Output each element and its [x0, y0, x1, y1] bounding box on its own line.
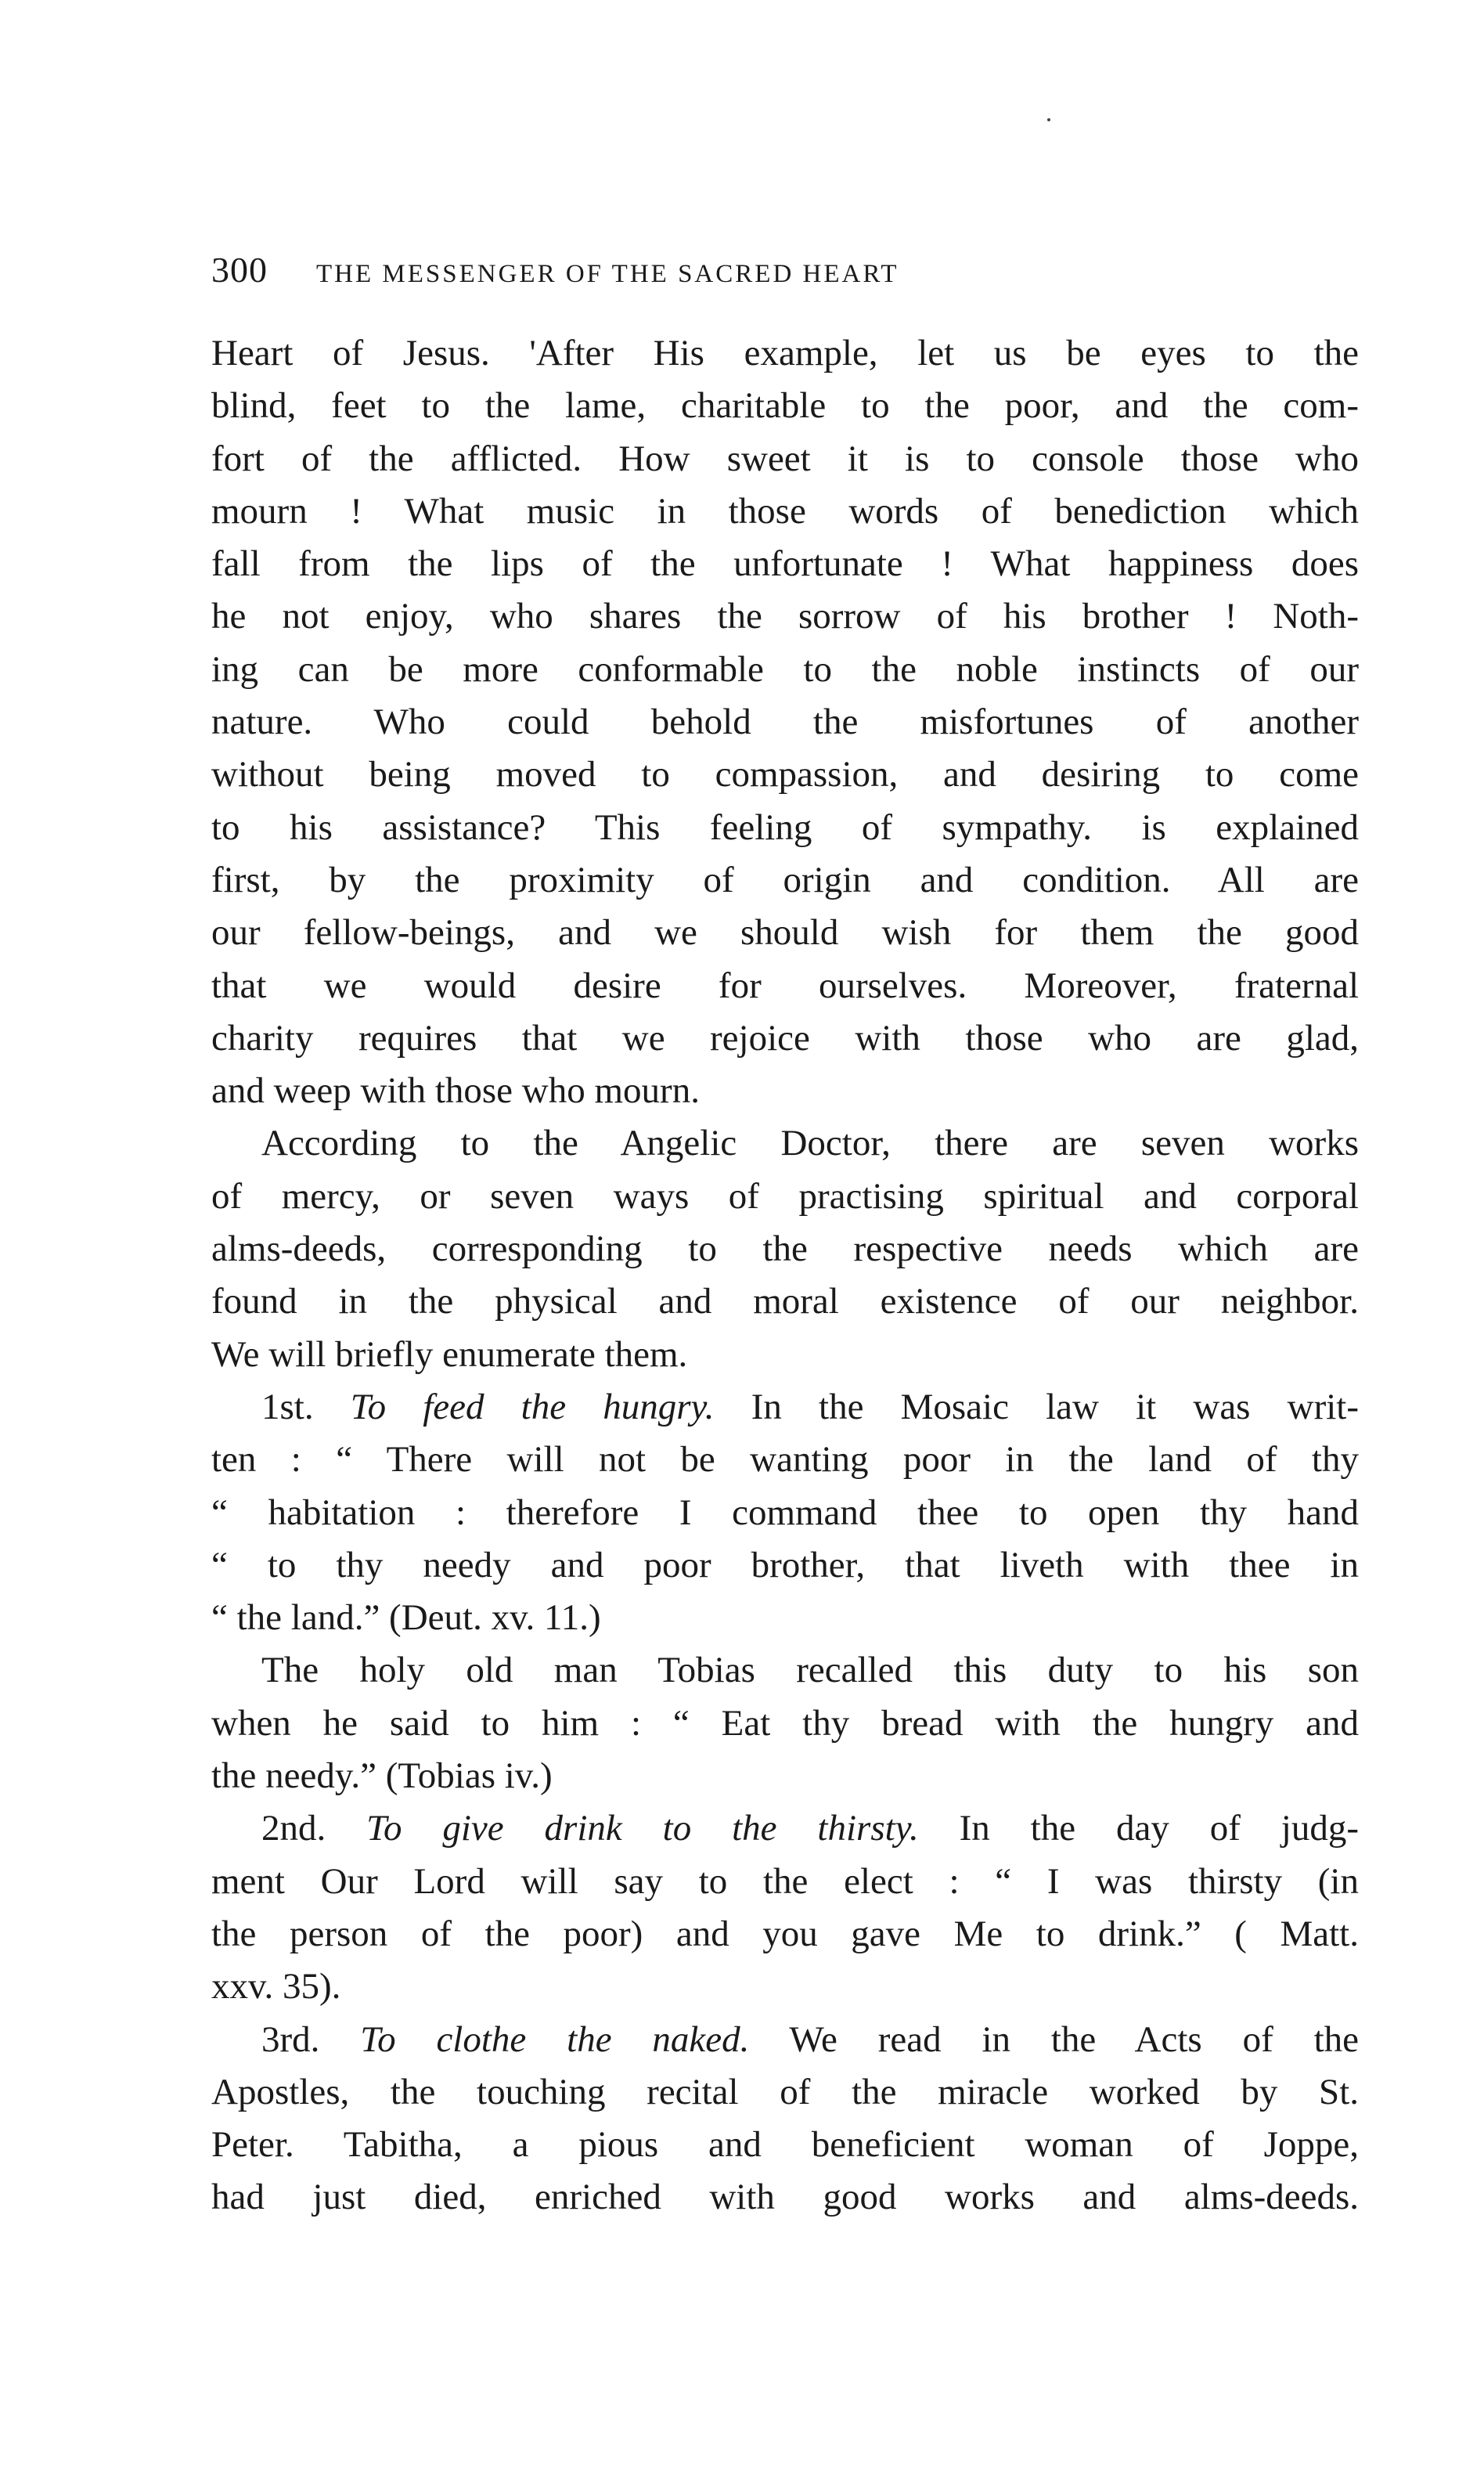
text-line: nature. Who could behold the misfortunes of another: [211, 702, 1359, 743]
text-line: mourn ! What music in those words of benediction which: [211, 490, 1359, 532]
text-line: of mercy, or seven ways of practising spiritual and corporal: [211, 1175, 1359, 1217]
text-line: fort of the afflicted. How sweet it is to console those who: [211, 438, 1359, 479]
text-line: he not enjoy, who shares the sorrow of his brother ! Noth-: [211, 596, 1359, 637]
text-line: “ the land.” (Deut. xv. 11.): [211, 1597, 601, 1639]
text-line: [211, 1381, 1359, 1434]
text-line: found in the physical and moral existence of our neighbor.: [211, 1281, 1359, 1322]
text-line: had just died, enriched with good works and alms-deeds.: [211, 2177, 1359, 2218]
italic-heading: To feed the hungry.: [350, 1386, 715, 1427]
text-line: ment Our Lord will say to the elect : “ I was thirsty (in: [211, 1860, 1359, 1902]
line-rest: In the Mosaic law it was writ-: [714, 1386, 1359, 1427]
text-line: without being moved to compassion, and desiring to come: [211, 754, 1359, 795]
text-line: “ habitation : therefore I command thee to open thy hand: [211, 1492, 1359, 1533]
text-line: ten : “ There will not be wanting poor in the land of thy: [211, 1439, 1359, 1481]
text-line: the person of the poor) and you gave Me to drink.” ( Matt.: [211, 1913, 1359, 1954]
line-lead: 3rd.: [261, 2018, 361, 2060]
line-rest: We read in the Acts of the: [749, 2018, 1359, 2060]
ink-speck: [1047, 118, 1050, 121]
text-line: when he said to him : “ Eat thy bread with the hungry and: [211, 1702, 1359, 1744]
text-line: The holy old man Tobias recalled this duty to his son: [261, 1650, 1359, 1691]
text-line: the needy.” (Tobias iv.): [211, 1755, 553, 1797]
text-line: Peter. Tabitha, a pious and beneficient woman of Joppe,: [211, 2124, 1359, 2166]
line-lead: 1st.: [261, 1386, 351, 1427]
text-line: ing can be more conformable to the noble instincts of our: [211, 648, 1359, 690]
line-lead: 2nd.: [261, 1808, 367, 1849]
text-line: to his assistance? This feeling of sympathy. is explained: [211, 806, 1359, 848]
italic-heading: To clothe the naked.: [360, 2018, 750, 2060]
text-line: first, by the proximity of origin and condition. All are: [211, 859, 1359, 900]
text-line: We will briefly enumerate them.: [211, 1333, 688, 1375]
text-line: Apostles, the touching recital of the miracle worked by St.: [211, 2071, 1359, 2112]
text-line: According to the Angelic Doctor, there are seven works: [261, 1123, 1359, 1164]
text-line: [211, 1802, 1359, 1855]
text-line: “ to thy needy and poor brother, that liveth with thee in: [211, 1544, 1359, 1585]
text-line: xxv. 35).: [211, 1966, 341, 2007]
text-line: charity requires that we rejoice with those who are glad,: [211, 1017, 1359, 1059]
page-number: 300: [211, 250, 268, 290]
running-header: [211, 249, 1370, 290]
italic-heading: To give drink to the thirsty.: [366, 1808, 919, 1849]
text-line: blind, feet to the lame, charitable to the poor, and the com-: [211, 385, 1359, 427]
text-line: our fellow-beings, and we should wish for them the good: [211, 912, 1359, 954]
text-line: alms-deeds, corresponding to the respective needs which are: [211, 1228, 1359, 1270]
line-rest: In the day of judg-: [918, 1808, 1359, 1849]
text-line: [211, 2014, 1359, 2066]
text-line: fall from the lips of the unfortunate ! What happiness does: [211, 543, 1359, 585]
text-line: Heart of Jesus. 'After His example, let us be eyes to the: [211, 333, 1359, 373]
running-title: THE MESSENGER OF THE SACRED HEART: [316, 260, 899, 288]
body-text: [211, 327, 1359, 2224]
text-line: and weep with those who mourn.: [211, 1070, 700, 1112]
text-line: that we would desire for ourselves. Moreover, fraternal: [211, 965, 1359, 1006]
